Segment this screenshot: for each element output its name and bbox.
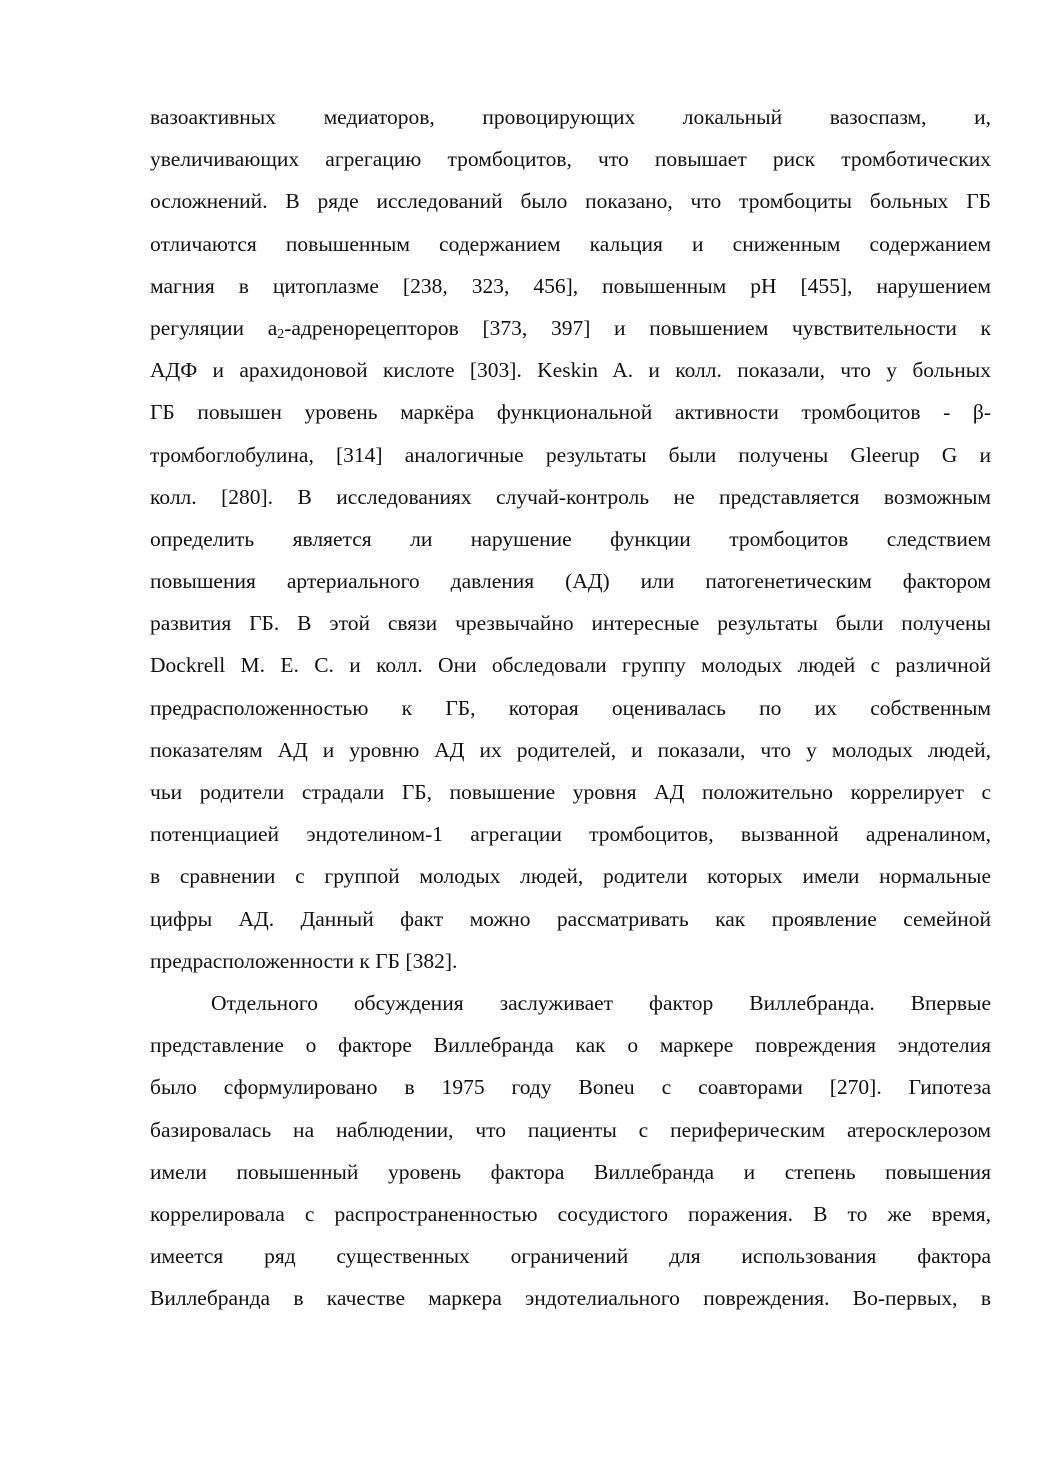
text-line: цифры АД. Данный факт можно рассматривать как проявление семейной xyxy=(150,906,991,931)
text-line: Отдельного обсуждения заслуживает фактор Виллебранда. Впервые xyxy=(211,990,991,1015)
paragraph-1 xyxy=(150,96,991,982)
text-line: чьи родители страдали ГБ, повышение уровня АД положительно коррелирует с xyxy=(150,780,991,804)
text-line: базировалась на наблюдении, что пациенты с периферическим атеросклерозом xyxy=(150,1117,991,1142)
text-line: магния в цитоплазме [238, 323, 456], повышенным pH [455], нарушением xyxy=(150,273,991,298)
text-line: отличаются повышенным содержанием кальция и сниженным содержанием xyxy=(150,231,991,256)
text-line: Dockrell M. E. C. и колл. Они обследовали группу молодых людей с различной xyxy=(150,653,991,678)
text-line: АДФ и арахидоновой кислоте [303]. Keskin A. и колл. показали, что у больных xyxy=(150,358,991,383)
text-line: увеличивающих агрегацию тромбоцитов, что повышает риск тромботических xyxy=(150,147,991,172)
document-page xyxy=(150,96,991,1319)
text-fragment: регуляции a xyxy=(150,315,278,340)
text-line: ГБ повышен уровень маркёра функциональной активности тромбоцитов - β- xyxy=(150,400,991,425)
text-line: тромбоглобулина, [314] аналогичные результаты были получены Gleerup G и xyxy=(150,442,991,467)
text-line: определить является ли нарушение функции тромбоцитов следствием xyxy=(150,526,991,551)
text-line: предрасположенностью к ГБ, которая оценивалась по их собственным xyxy=(150,695,991,720)
text-line-with-subscript xyxy=(150,307,991,349)
text-line: колл. [280]. В исследованиях случай-контроль не представляется возможным xyxy=(150,484,991,509)
text-line: представление о факторе Виллебранда как о маркере повреждения эндотелия xyxy=(150,1033,991,1058)
text-line: показателям АД и уровню АД их родителей, и показали, что у молодых людей, xyxy=(150,737,991,762)
text-line: повышения артериального давления (АД) или патогенетическим фактором xyxy=(150,569,991,594)
text-fragment: -адренорецепторов [373, 397] и повышением чувствительности к xyxy=(284,315,991,340)
text-line: коррелировала с распространенностью сосудистого поражения. В то же время, xyxy=(150,1201,991,1226)
text-line: было сформулировано в 1975 году Boneu с соавторами [270]. Гипотеза xyxy=(150,1075,991,1100)
text-line: имеется ряд существенных ограничений для использования фактора xyxy=(150,1244,991,1269)
text-line: имели повышенный уровень фактора Виллебранда и степень повышения xyxy=(150,1159,991,1184)
text-line: Виллебранда в качестве маркера эндотелиального повреждения. Во-первых, в xyxy=(150,1286,991,1311)
subscript: 2 xyxy=(277,326,285,342)
text-line: потенциацией эндотелином-1 агрегации тромбоцитов, вызванной адреналином, xyxy=(150,822,991,847)
text-line: осложнений. В ряде исследований было показано, что тромбоциты больных ГБ xyxy=(150,189,991,214)
text-line: вазоактивных медиаторов, провоцирующих локальный вазоспазм, и, xyxy=(150,105,991,129)
paragraph-2 xyxy=(150,982,991,1320)
text-line: предрасположенности к ГБ [382]. xyxy=(150,948,458,973)
text-line: развития ГБ. В этой связи чрезвычайно интересные результаты были получены xyxy=(150,611,991,636)
text-line: в сравнении с группой молодых людей, родители которых имели нормальные xyxy=(150,864,991,889)
